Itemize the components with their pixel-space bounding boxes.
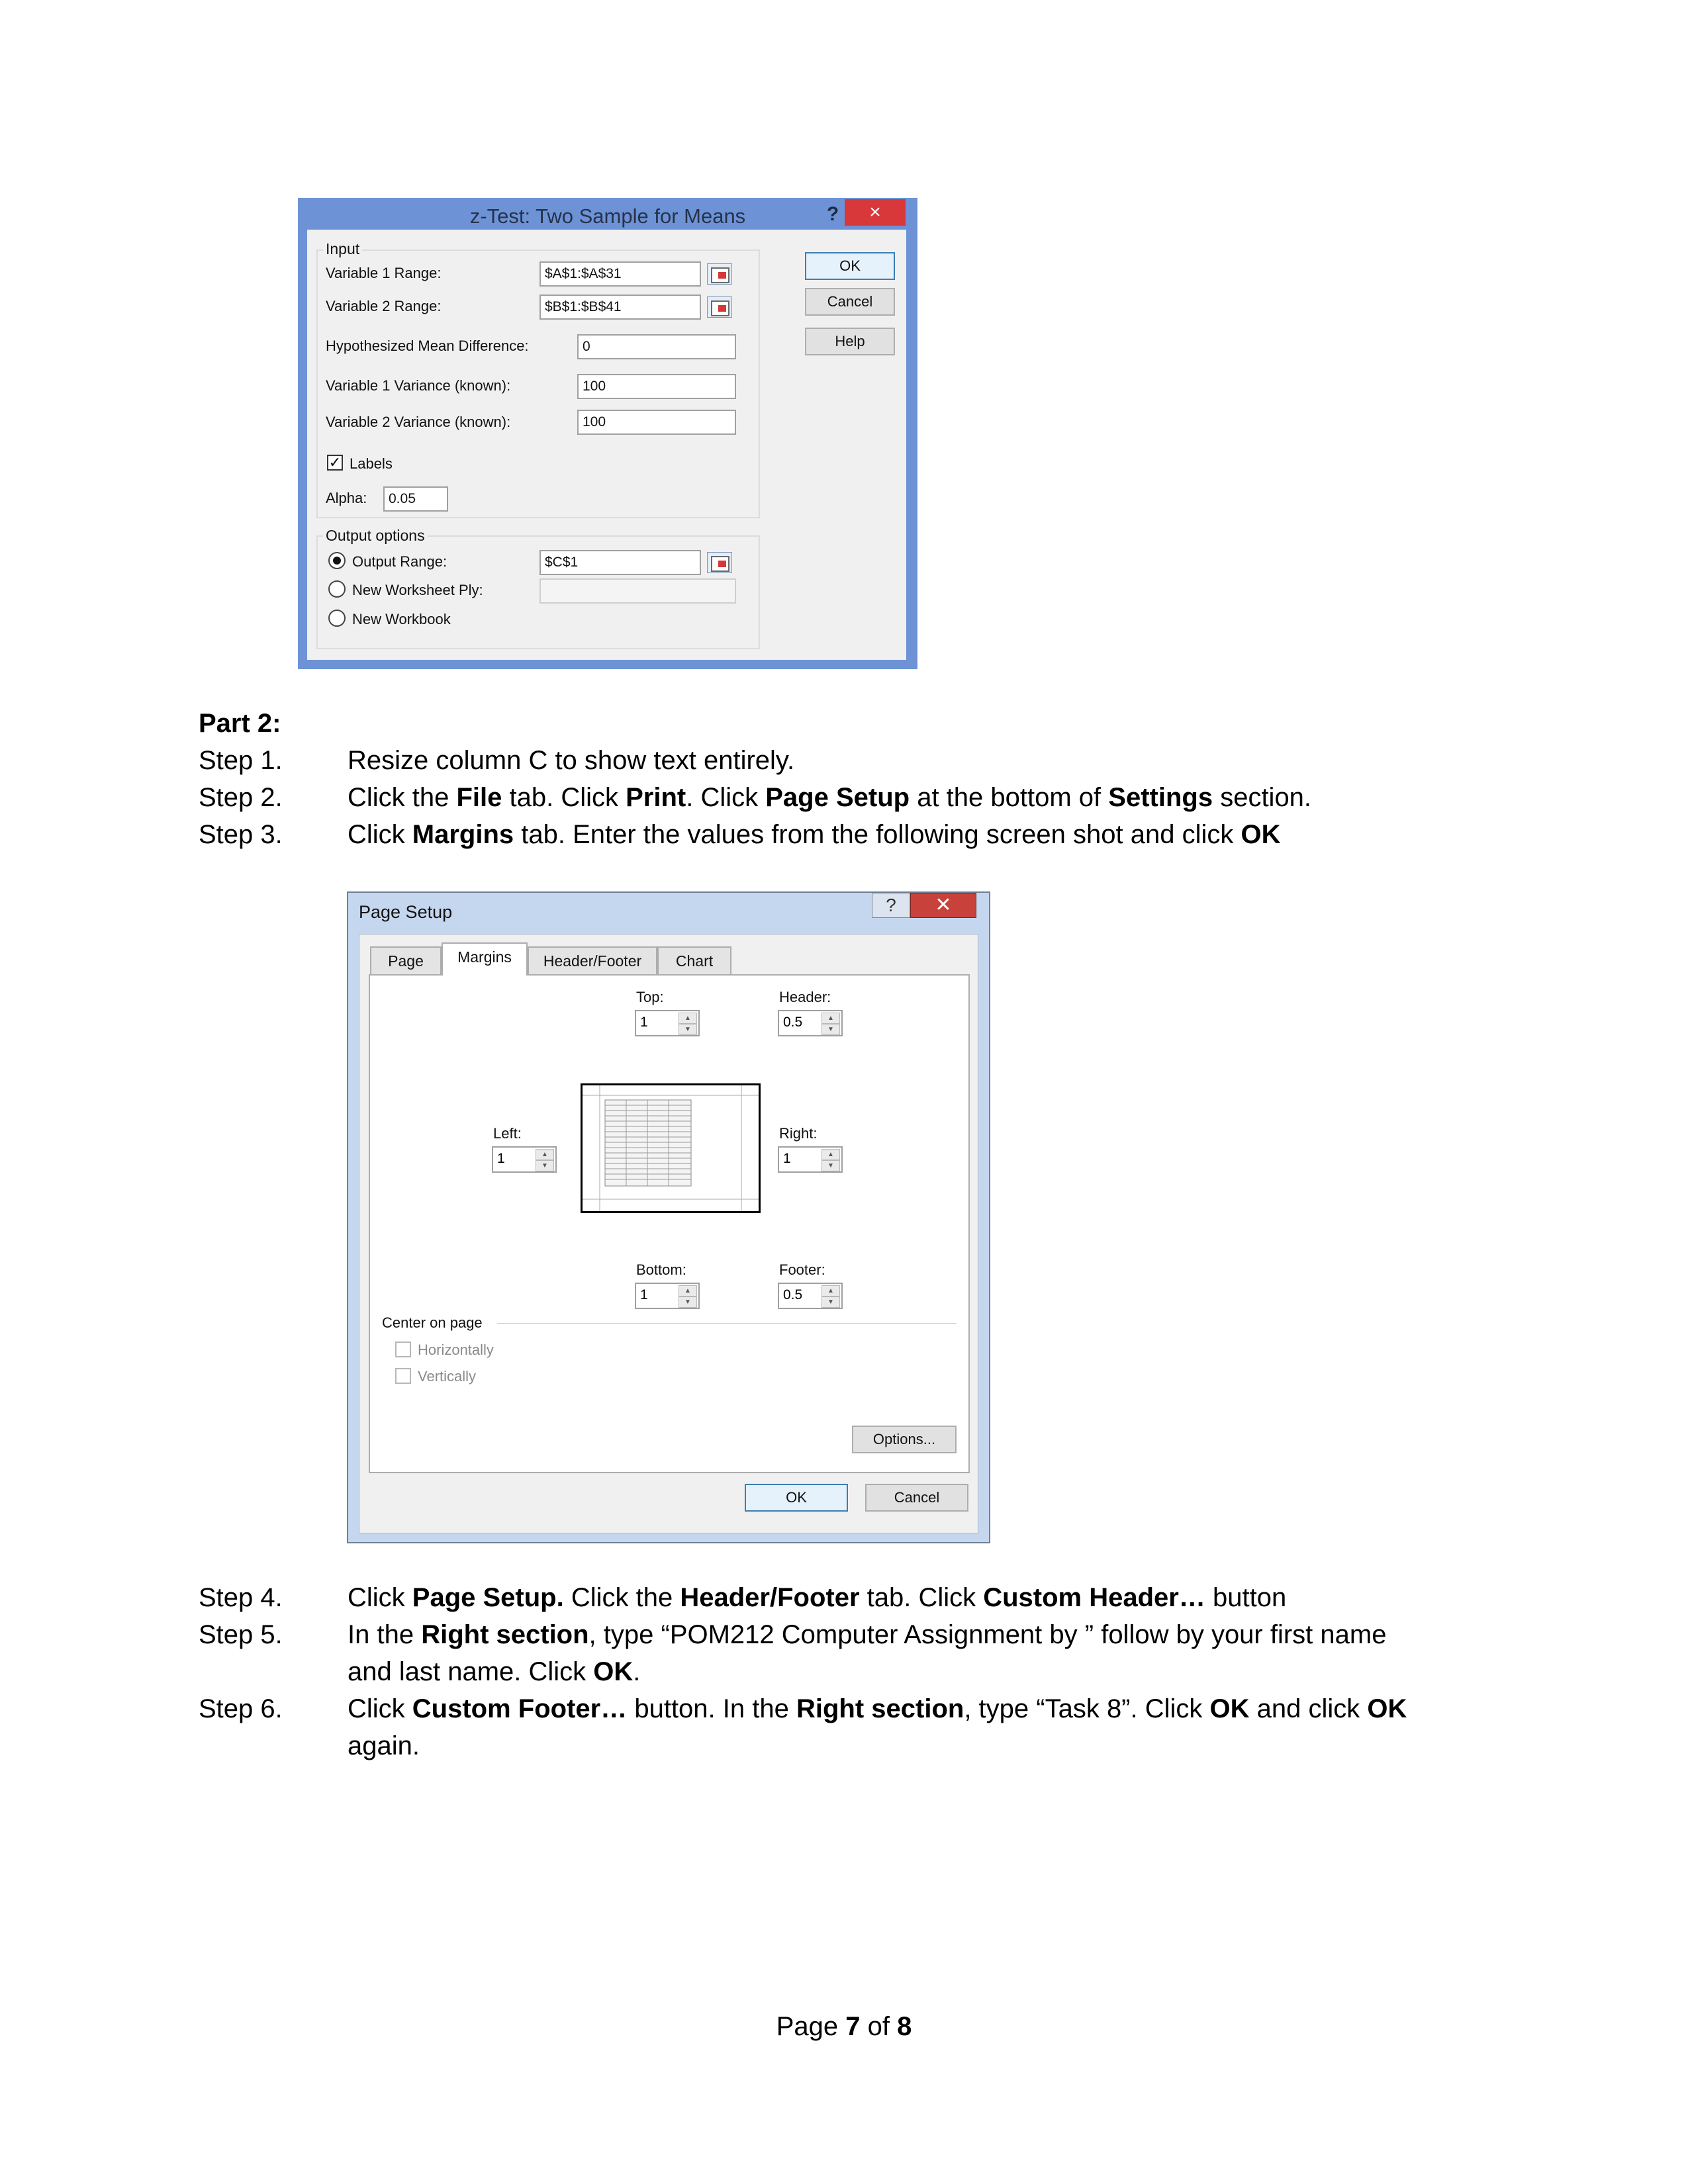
spin-up-icon[interactable]: ▲: [679, 1285, 697, 1297]
ok-button[interactable]: OK: [805, 252, 895, 280]
page-current: 7: [845, 2012, 861, 2041]
spin-up-icon[interactable]: ▲: [821, 1285, 840, 1297]
output-group-label: Output options: [323, 527, 428, 545]
right-value: 1: [783, 1151, 791, 1166]
input-group-label: Input: [323, 240, 362, 258]
spin-down-icon[interactable]: ▼: [821, 1297, 840, 1308]
bottom-value: 1: [640, 1287, 648, 1302]
spin-down-icon[interactable]: ▼: [821, 1024, 840, 1035]
top-spinner[interactable]: [635, 1010, 700, 1036]
step-text: [348, 783, 1311, 813]
bold-term: File: [456, 783, 502, 812]
ztest-dialog: [298, 198, 917, 669]
bold-term: OK: [1241, 820, 1281, 849]
part2-heading: Part 2:: [199, 709, 281, 738]
step-label: Step 3.: [199, 820, 283, 849]
text-run: at the bottom of: [910, 783, 1109, 812]
vertically-label: Vertically: [418, 1368, 477, 1385]
cancel-button[interactable]: Cancel: [865, 1484, 968, 1512]
range-select-icon[interactable]: [707, 552, 732, 573]
var2-range-label: Variable 2 Range:: [326, 298, 442, 314]
text-run: . Click: [686, 783, 766, 812]
step-text: [348, 1583, 1286, 1613]
spin-down-icon[interactable]: ▼: [679, 1297, 697, 1308]
spin-up-icon[interactable]: ▲: [679, 1013, 697, 1024]
spin-down-icon[interactable]: ▼: [536, 1160, 554, 1171]
header-spinner[interactable]: [778, 1010, 843, 1036]
text-run: In the: [348, 1620, 422, 1649]
center-on-page-label: Center on page: [382, 1314, 483, 1331]
vertically-checkbox[interactable]: [395, 1368, 411, 1384]
spin-up-icon[interactable]: ▲: [536, 1149, 554, 1160]
options-button[interactable]: Options...: [852, 1426, 957, 1453]
horizontally-checkbox[interactable]: [395, 1342, 411, 1357]
alpha-input[interactable]: 0.05: [383, 486, 448, 512]
labels-checkbox-label: Labels: [350, 455, 393, 472]
close-icon[interactable]: ✕: [910, 893, 976, 918]
left-spinner[interactable]: [492, 1146, 557, 1173]
new-workbook-radio[interactable]: [328, 610, 346, 627]
var1-variance-input[interactable]: 100: [577, 374, 736, 399]
var2-variance-input[interactable]: 100: [577, 410, 736, 435]
step-text: [348, 1731, 420, 1761]
dialog-client-area: [359, 934, 978, 1533]
left-label: Left:: [493, 1125, 522, 1142]
text-run: , type “Task 8”. Click: [964, 1694, 1210, 1723]
help-icon[interactable]: ?: [826, 203, 839, 225]
step-label: Step 1.: [199, 746, 283, 775]
top-label: Top:: [636, 989, 664, 1005]
header-label: Header:: [779, 989, 831, 1005]
step-label: Step 5.: [199, 1620, 283, 1649]
bold-term: OK: [1367, 1694, 1407, 1723]
bold-term: Print: [626, 783, 686, 812]
var1-range-label: Variable 1 Range:: [326, 265, 442, 281]
var1-range-input[interactable]: $A$1:$A$31: [539, 261, 701, 287]
hyp-mean-input[interactable]: 0: [577, 334, 736, 359]
text-run: .: [633, 1657, 641, 1686]
text-run: Resize column C to show text entirely.: [348, 746, 795, 775]
step-text: [348, 1620, 1386, 1650]
bottom-spinner[interactable]: [635, 1283, 700, 1309]
cancel-button[interactable]: Cancel: [805, 288, 895, 316]
step-text: [348, 820, 1280, 850]
page-setup-dialog: [347, 891, 990, 1543]
text-run: button. In the: [627, 1694, 796, 1723]
text-run: Click the: [348, 783, 457, 812]
bold-term: Right section: [796, 1694, 964, 1723]
dialog-client-area: [307, 230, 906, 660]
spin-up-icon[interactable]: ▲: [821, 1149, 840, 1160]
help-icon[interactable]: ?: [872, 893, 910, 918]
page-preview-graphic: [583, 1085, 759, 1211]
bold-term: Custom Footer…: [412, 1694, 628, 1723]
tab-page[interactable]: Page: [370, 946, 442, 974]
bold-term: OK: [1209, 1694, 1250, 1723]
output-range-input[interactable]: $C$1: [539, 550, 701, 575]
page-of: of: [860, 2012, 898, 2041]
new-worksheet-radio[interactable]: [328, 580, 346, 598]
output-range-radio[interactable]: [328, 552, 346, 569]
hyp-mean-label: Hypothesized Mean Difference:: [326, 338, 529, 354]
output-range-label: Output Range:: [352, 553, 447, 570]
help-button[interactable]: Help: [805, 328, 895, 355]
range-select-icon[interactable]: [707, 263, 732, 285]
right-label: Right:: [779, 1125, 818, 1142]
ok-button[interactable]: OK: [745, 1484, 848, 1512]
page-number: [0, 2012, 1688, 2042]
top-value: 1: [640, 1015, 648, 1030]
text-run: Click: [348, 820, 412, 849]
bold-term: Page Setup.: [412, 1583, 564, 1612]
bold-term: Right section: [421, 1620, 589, 1649]
bottom-label: Bottom:: [636, 1261, 686, 1278]
var1-variance-label: Variable 1 Variance (known):: [326, 377, 511, 394]
text-run: Click the: [563, 1583, 680, 1612]
spin-down-icon[interactable]: ▼: [821, 1160, 840, 1171]
right-spinner[interactable]: [778, 1146, 843, 1173]
footer-label: Footer:: [779, 1261, 825, 1278]
text-run: button: [1205, 1583, 1287, 1612]
var2-variance-label: Variable 2 Variance (known):: [326, 414, 511, 430]
text-run: , type “POM212 Computer Assignment by ” follow by your first name: [588, 1620, 1387, 1649]
spin-up-icon[interactable]: ▲: [821, 1013, 840, 1024]
tab-margins[interactable]: Margins: [442, 942, 528, 976]
step-text: [348, 1694, 1407, 1724]
text-run: tab. Enter the values from the following screen shot and click: [514, 820, 1241, 849]
horizontally-label: Horizontally: [418, 1342, 494, 1358]
step-label: Step 4.: [199, 1583, 283, 1612]
text-run: tab. Click: [502, 783, 626, 812]
tab-chart[interactable]: Chart: [657, 946, 731, 974]
page-total: 8: [897, 2012, 912, 2041]
step-text: [348, 746, 794, 776]
var2-range-input[interactable]: $B$1:$B$41: [539, 295, 701, 320]
new-worksheet-input[interactable]: [539, 578, 736, 604]
group-divider: [497, 1323, 957, 1324]
dialog-title: z-Test: Two Sample for Means: [469, 205, 746, 228]
tab-header-footer[interactable]: Header/Footer: [528, 946, 657, 974]
text-run: Click: [348, 1694, 412, 1723]
footer-value: 0.5: [783, 1287, 803, 1302]
labels-checkbox[interactable]: ✓: [327, 455, 343, 471]
bold-term: Custom Header…: [983, 1583, 1205, 1612]
dialog-title: Page Setup: [359, 902, 453, 922]
bold-term: OK: [593, 1657, 633, 1686]
step-label: Step 2.: [199, 783, 283, 812]
text-run: and click: [1249, 1694, 1368, 1723]
bold-term: Header/Footer: [680, 1583, 860, 1612]
step-text: [348, 1657, 640, 1687]
bold-term: Page Setup: [765, 783, 910, 812]
range-select-icon[interactable]: [707, 296, 732, 318]
close-icon[interactable]: ×: [845, 199, 906, 226]
text-run: and last name. Click: [348, 1657, 594, 1686]
margins-panel: [369, 974, 970, 1473]
page-prefix: Page: [776, 2012, 846, 2041]
text-run: tab. Click: [859, 1583, 984, 1612]
new-worksheet-label: New Worksheet Ply:: [352, 582, 483, 598]
new-workbook-label: New Workbook: [352, 611, 451, 627]
text-run: again.: [348, 1731, 420, 1760]
footer-spinner[interactable]: [778, 1283, 843, 1309]
text-run: Click: [348, 1583, 412, 1612]
spin-down-icon[interactable]: ▼: [679, 1024, 697, 1035]
header-value: 0.5: [783, 1015, 803, 1030]
alpha-label: Alpha:: [326, 490, 367, 506]
step-label: Step 6.: [199, 1694, 283, 1723]
text-run: section.: [1213, 783, 1312, 812]
bold-term: Margins: [412, 820, 514, 849]
bold-term: Settings: [1108, 783, 1213, 812]
page-preview: [581, 1083, 761, 1213]
left-value: 1: [497, 1151, 505, 1166]
